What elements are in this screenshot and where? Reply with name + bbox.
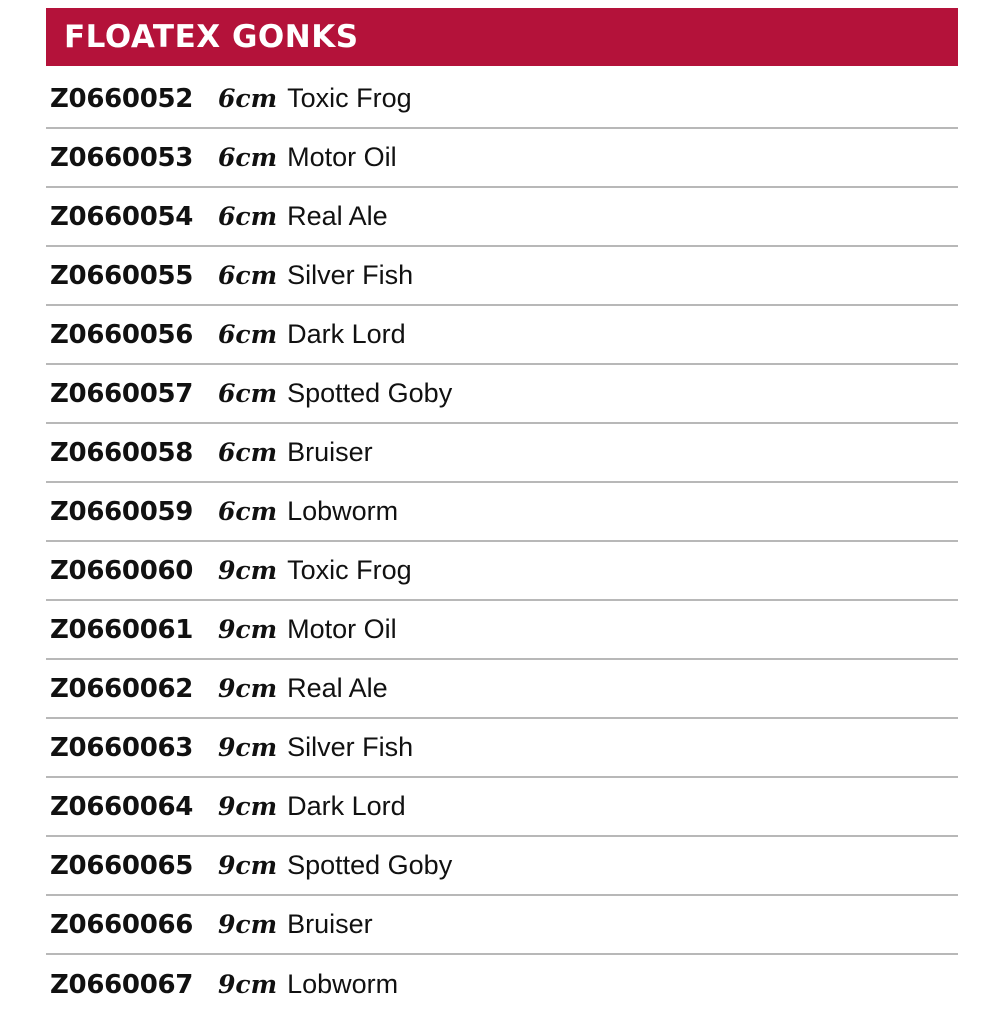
product-description: Lobworm [287, 969, 399, 999]
product-code: Z0660058 [50, 437, 194, 468]
product-size: 6cm [218, 202, 278, 231]
product-size: 9cm [218, 910, 278, 939]
table-row [46, 70, 958, 129]
product-size: 9cm [218, 556, 278, 585]
product-description: Spotted Goby [287, 850, 453, 880]
table-row [46, 719, 958, 778]
product-description: Dark Lord [287, 319, 406, 349]
product-code: Z0660062 [50, 673, 194, 704]
product-description: Bruiser [287, 909, 373, 939]
product-code: Z0660054 [50, 201, 194, 232]
product-description: Real Ale [287, 201, 388, 231]
product-description: Real Ale [287, 673, 388, 703]
product-size: 6cm [218, 438, 278, 467]
product-code: Z0660061 [50, 614, 194, 645]
product-size: 9cm [218, 615, 278, 644]
product-description: Spotted Goby [287, 378, 453, 408]
product-code: Z0660066 [50, 909, 194, 940]
product-size: 6cm [218, 261, 278, 290]
table-row [46, 542, 958, 601]
product-description: Silver Fish [287, 260, 414, 290]
product-size: 9cm [218, 970, 278, 999]
table-row [46, 247, 958, 306]
product-size: 6cm [218, 143, 278, 172]
product-code: Z0660060 [50, 555, 194, 586]
table-row [46, 778, 958, 837]
product-size: 9cm [218, 733, 278, 762]
table-row [46, 955, 958, 1014]
product-code: Z0660059 [50, 496, 194, 527]
product-description: Motor Oil [287, 614, 397, 644]
product-size: 6cm [218, 379, 278, 408]
product-size: 6cm [218, 497, 278, 526]
product-description: Bruiser [287, 437, 373, 467]
product-description: Silver Fish [287, 732, 414, 762]
product-code: Z0660056 [50, 319, 194, 350]
product-size: 9cm [218, 674, 278, 703]
product-code: Z0660055 [50, 260, 194, 291]
product-description: Lobworm [287, 496, 399, 526]
table-row [46, 129, 958, 188]
table-row [46, 365, 958, 424]
product-code: Z0660052 [50, 83, 194, 114]
table-row [46, 424, 958, 483]
product-description: Motor Oil [287, 142, 397, 172]
product-description: Toxic Frog [287, 83, 412, 113]
product-description: Toxic Frog [287, 555, 412, 585]
product-code: Z0660063 [50, 732, 194, 763]
product-size: 9cm [218, 851, 278, 880]
product-size: 9cm [218, 792, 278, 821]
table-row [46, 306, 958, 365]
product-code: Z0660053 [50, 142, 194, 173]
product-size: 6cm [218, 84, 278, 113]
product-code: Z0660065 [50, 850, 194, 881]
product-code: Z0660064 [50, 791, 194, 822]
product-table [46, 70, 958, 1014]
table-row [46, 837, 958, 896]
table-row [46, 660, 958, 719]
table-row [46, 601, 958, 660]
table-row [46, 188, 958, 247]
product-code: Z0660057 [50, 378, 194, 409]
product-code: Z0660067 [50, 969, 194, 1000]
product-size: 6cm [218, 320, 278, 349]
section-header-bar [46, 8, 958, 66]
table-row [46, 896, 958, 955]
page-title: FLOATEX GONKS [64, 18, 359, 55]
table-row [46, 483, 958, 542]
product-description: Dark Lord [287, 791, 406, 821]
